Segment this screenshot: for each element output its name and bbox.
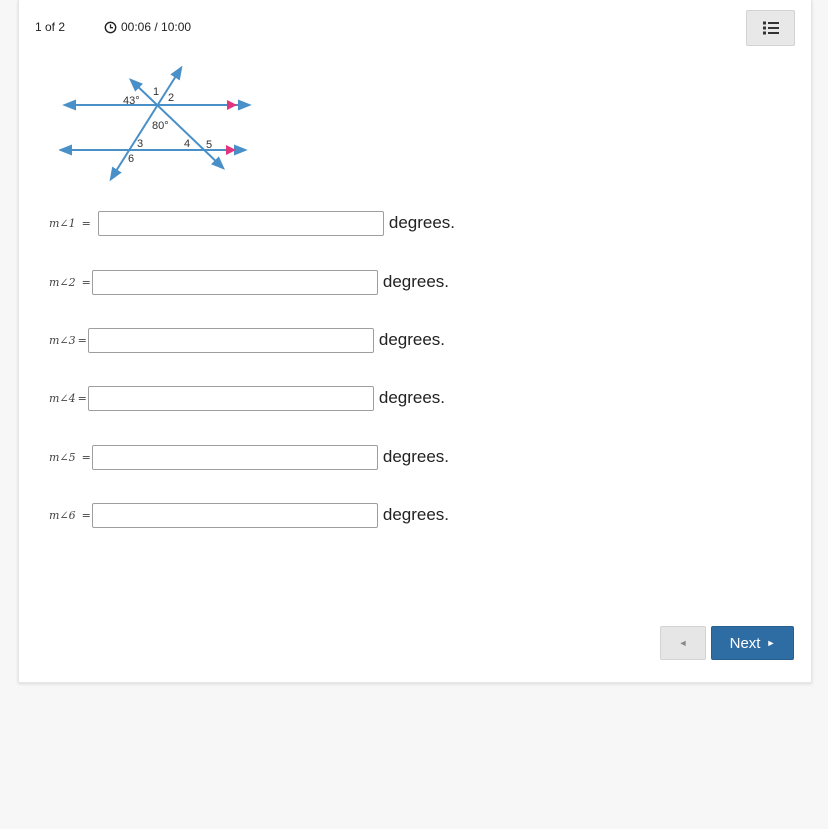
angle-number-2: 2 — [168, 92, 175, 104]
question-card — [18, 0, 812, 683]
angle-3-label: m∠3 = — [49, 333, 87, 347]
angle-number-1: 1 — [153, 86, 160, 98]
angle-diagram — [59, 64, 255, 182]
angle-6-label: m∠6 = — [49, 508, 91, 522]
angle-label-80: 80° — [152, 120, 169, 132]
angle-3-unit: degrees. — [378, 330, 446, 349]
angle-1-label: m∠1 = — [49, 216, 91, 230]
parallel-marker-top — [227, 100, 237, 110]
next-button[interactable] — [711, 626, 794, 660]
next-button-label: Next — [729, 634, 761, 652]
angle-number-3: 3 — [137, 138, 144, 150]
angle-number-4: 4 — [184, 138, 191, 150]
timer-text: 00:06 / 10:00 — [121, 20, 192, 34]
angle-4-input[interactable] — [88, 386, 374, 411]
angle-1-input[interactable] — [98, 211, 384, 236]
angle-6-unit: degrees. — [382, 505, 450, 524]
angle-2-input[interactable] — [92, 270, 378, 295]
angle-2-unit: degrees. — [382, 272, 450, 291]
question-row-angle-1 — [49, 210, 455, 236]
question-row-angle-3 — [49, 327, 445, 353]
angle-4-label: m∠4 = — [49, 391, 87, 405]
question-progress: 1 of 2 — [35, 20, 66, 34]
angle-4-unit: degrees. — [378, 388, 446, 407]
parallel-marker-bottom — [226, 145, 236, 155]
clock-icon — [104, 21, 117, 34]
question-row-angle-6 — [49, 502, 449, 528]
question-row-angle-4 — [49, 385, 445, 411]
question-row-angle-2 — [49, 269, 449, 295]
angle-label-43: 43° — [123, 95, 140, 107]
list-icon — [763, 21, 779, 35]
previous-button[interactable] — [660, 626, 706, 660]
angle-number-6: 6 — [128, 153, 135, 165]
angle-5-input[interactable] — [92, 445, 378, 470]
angle-1-unit: degrees. — [388, 213, 456, 232]
angle-3-input[interactable] — [88, 328, 374, 353]
angle-6-input[interactable] — [92, 503, 378, 528]
triangle-right-icon: ► — [766, 638, 776, 648]
triangle-left-icon: ◄ — [678, 638, 688, 648]
transversal-1 — [111, 68, 181, 179]
angle-5-unit: degrees. — [382, 447, 450, 466]
angle-number-5: 5 — [206, 139, 213, 151]
timer — [104, 20, 191, 34]
question-row-angle-5 — [49, 444, 449, 470]
angle-2-label: m∠2 = — [49, 275, 91, 289]
angle-5-label: m∠5 = — [49, 450, 91, 464]
question-list-button[interactable] — [746, 10, 795, 46]
